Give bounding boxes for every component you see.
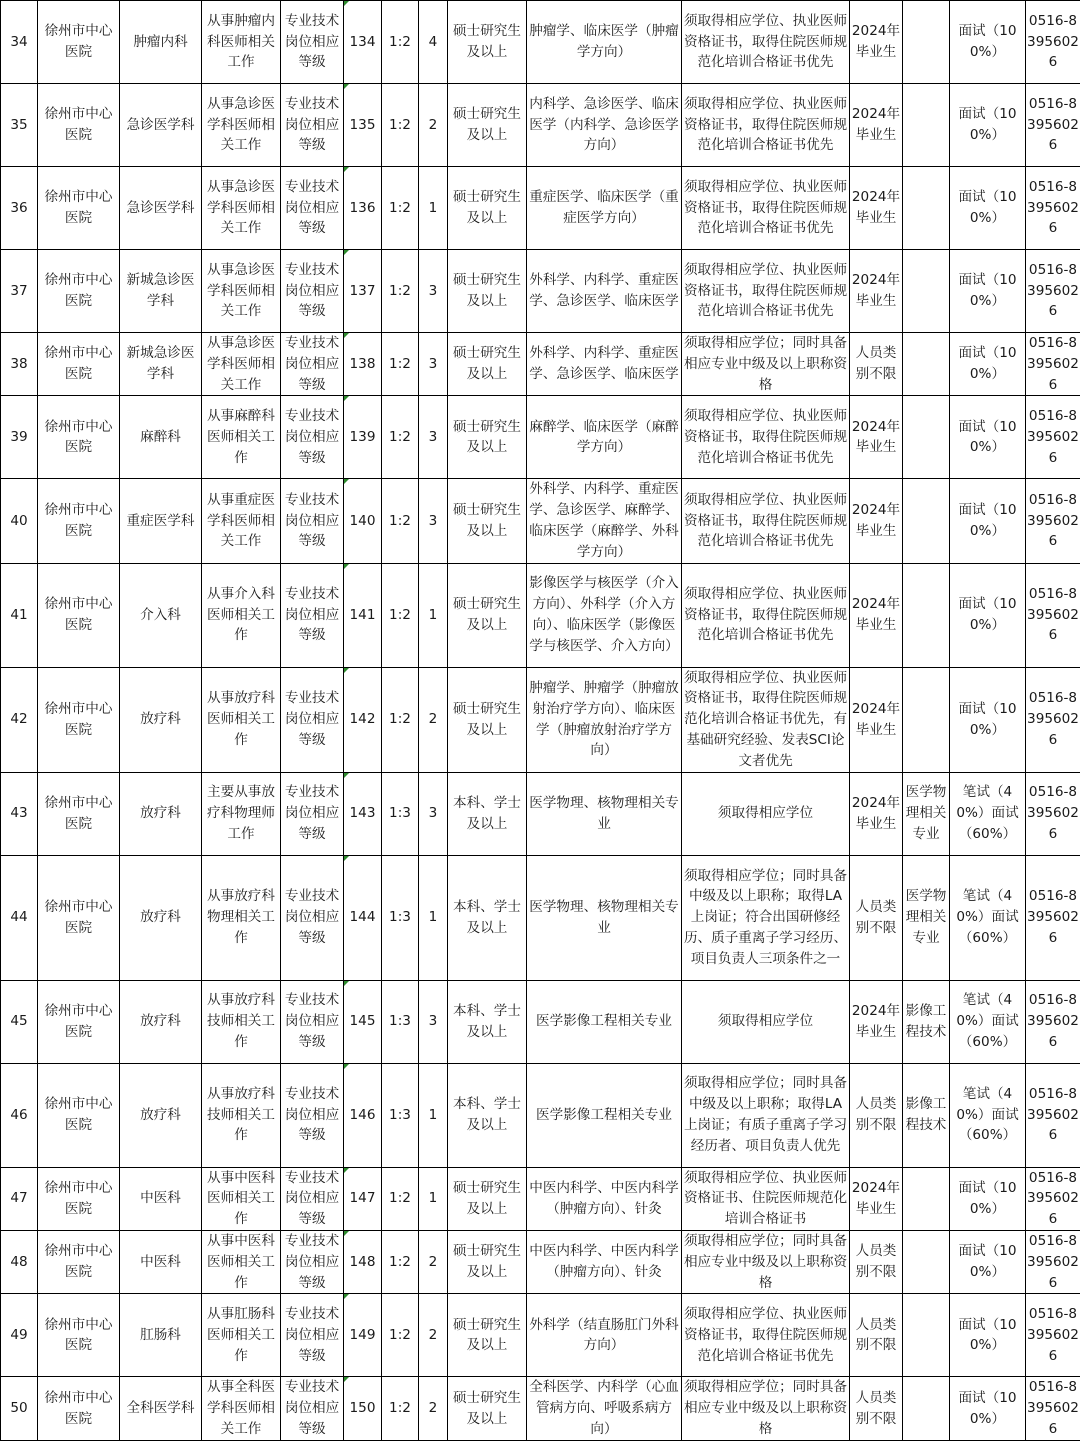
cell-job-description: 从事急诊医学科医师相关工作 (202, 333, 281, 396)
cell-position-code: 148 (344, 1230, 382, 1293)
cell-job-description: 从事放疗科医师相关工作 (202, 667, 281, 772)
cell-target-group: 2024年毕业生 (850, 84, 903, 167)
cell-phone: 0516-83956026 (1026, 563, 1080, 667)
cell-exam-method: 面试（100%） (950, 667, 1026, 772)
cell-exam-method: 笔试（40%）面试（60%） (950, 772, 1026, 855)
cell-phone: 0516-83956026 (1026, 333, 1080, 396)
cell-requirements: 须取得相应学位；同时具备相应专业中级及以上职称资格 (682, 1377, 850, 1440)
cell-department: 放疗科 (120, 772, 202, 855)
cell-target-group: 2024年毕业生 (850, 167, 903, 250)
cell-written-test-subject (903, 84, 950, 167)
cell-written-test-subject (903, 1294, 950, 1377)
cell-hiring-count: 1 (419, 1167, 448, 1230)
table-row (1, 250, 1080, 333)
table-row (1, 667, 1080, 772)
cell-no: 37 (1, 250, 38, 333)
cell-target-group: 2024年毕业生 (850, 980, 903, 1063)
cell-no: 49 (1, 1294, 38, 1377)
cell-exam-ratio: 1:2 (382, 250, 419, 333)
cell-hospital: 徐州市中心医院 (38, 667, 120, 772)
cell-position-level: 专业技术岗位相应等级 (281, 667, 344, 772)
cell-phone: 0516-83956026 (1026, 396, 1080, 479)
cell-exam-method: 面试（100%） (950, 1377, 1026, 1440)
cell-no: 50 (1, 1377, 38, 1440)
cell-department: 中医科 (120, 1230, 202, 1293)
cell-hospital: 徐州市中心医院 (38, 1167, 120, 1230)
cell-no: 47 (1, 1167, 38, 1230)
cell-department: 全科医学科 (120, 1377, 202, 1440)
cell-department: 急诊医学科 (120, 84, 202, 167)
cell-requirements: 须取得相应学位、执业医师资格证书，取得住院医师规范化培训合格证书优先 (682, 479, 850, 563)
cell-exam-method: 面试（100%） (950, 333, 1026, 396)
cell-position-level: 专业技术岗位相应等级 (281, 1063, 344, 1167)
table-row (1, 396, 1080, 479)
cell-position-code: 134 (344, 1, 382, 84)
cell-education: 本科、学士及以上 (448, 772, 527, 855)
cell-position-code: 142 (344, 667, 382, 772)
cell-hospital: 徐州市中心医院 (38, 1063, 120, 1167)
cell-education: 本科、学士及以上 (448, 980, 527, 1063)
cell-position-level: 专业技术岗位相应等级 (281, 1294, 344, 1377)
cell-written-test-subject (903, 250, 950, 333)
cell-education: 硕士研究生及以上 (448, 1230, 527, 1293)
cell-department: 放疗科 (120, 855, 202, 980)
cell-exam-method: 面试（100%） (950, 563, 1026, 667)
cell-phone: 0516-83956026 (1026, 1230, 1080, 1293)
cell-department: 介入科 (120, 563, 202, 667)
cell-requirements: 须取得相应学位、执业医师资格证书，取得住院医师规范化培训合格证书优先 (682, 396, 850, 479)
cell-education: 本科、学士及以上 (448, 855, 527, 980)
cell-position-code: 143 (344, 772, 382, 855)
cell-major: 肿瘤学、肿瘤学（肿瘤放射治疗学方向）、临床医学（肿瘤放射治疗学方向） (527, 667, 682, 772)
cell-major: 内科学、急诊医学、临床医学（内科学、急诊医学方向） (527, 84, 682, 167)
cell-exam-method: 面试（100%） (950, 84, 1026, 167)
table-row (1, 167, 1080, 250)
cell-requirements: 须取得相应学位、执业医师资格证书，取得住院医师规范化培训合格证书优先 (682, 1294, 850, 1377)
cell-major: 医学影像工程相关专业 (527, 980, 682, 1063)
cell-exam-ratio: 1:2 (382, 396, 419, 479)
cell-written-test-subject: 医学物理相关专业 (903, 772, 950, 855)
cell-education: 硕士研究生及以上 (448, 1294, 527, 1377)
table-row (1, 1230, 1080, 1293)
cell-no: 44 (1, 855, 38, 980)
table-row (1, 1377, 1080, 1440)
table-body (1, 1, 1080, 1441)
cell-department: 急诊医学科 (120, 167, 202, 250)
cell-exam-ratio: 1:2 (382, 167, 419, 250)
cell-department: 放疗科 (120, 980, 202, 1063)
cell-major: 重症医学、临床医学（重症医学方向） (527, 167, 682, 250)
cell-job-description: 从事全科医学科医师相关工作 (202, 1377, 281, 1440)
cell-target-group: 人员类别不限 (850, 855, 903, 980)
cell-requirements: 须取得相应学位 (682, 772, 850, 855)
cell-exam-method: 笔试（40%）面试（60%） (950, 855, 1026, 980)
cell-job-description: 从事放疗科技师相关工作 (202, 980, 281, 1063)
cell-target-group: 人员类别不限 (850, 1230, 903, 1293)
cell-position-level: 专业技术岗位相应等级 (281, 250, 344, 333)
cell-major: 医学物理、核物理相关专业 (527, 772, 682, 855)
cell-exam-method: 面试（100%） (950, 167, 1026, 250)
table-row (1, 855, 1080, 980)
cell-education: 硕士研究生及以上 (448, 667, 527, 772)
cell-exam-ratio: 1:2 (382, 333, 419, 396)
cell-hospital: 徐州市中心医院 (38, 855, 120, 980)
cell-exam-method: 面试（100%） (950, 396, 1026, 479)
cell-education: 硕士研究生及以上 (448, 563, 527, 667)
table-row (1, 1167, 1080, 1230)
cell-written-test-subject (903, 1230, 950, 1293)
cell-position-code: 138 (344, 333, 382, 396)
cell-written-test-subject (903, 667, 950, 772)
cell-job-description: 从事重症医学科医师相关工作 (202, 479, 281, 563)
cell-requirements: 须取得相应学位、执业医师资格证书，取得住院医师规范化培训合格证书优先 (682, 84, 850, 167)
cell-phone: 0516-83956026 (1026, 1377, 1080, 1440)
cell-major: 影像医学与核医学（介入方向）、外科学（介入方向）、临床医学（影像医学与核医学、介入方向） (527, 563, 682, 667)
cell-written-test-subject (903, 479, 950, 563)
cell-exam-ratio: 1:2 (382, 84, 419, 167)
cell-hospital: 徐州市中心医院 (38, 333, 120, 396)
table-row (1, 84, 1080, 167)
cell-target-group: 2024年毕业生 (850, 396, 903, 479)
cell-phone: 0516-83956026 (1026, 167, 1080, 250)
cell-written-test-subject (903, 167, 950, 250)
cell-written-test-subject: 医学物理相关专业 (903, 855, 950, 980)
cell-position-level: 专业技术岗位相应等级 (281, 772, 344, 855)
cell-target-group: 人员类别不限 (850, 1294, 903, 1377)
cell-phone: 0516-83956026 (1026, 1, 1080, 84)
cell-phone: 0516-83956026 (1026, 855, 1080, 980)
cell-position-code: 140 (344, 479, 382, 563)
cell-education: 硕士研究生及以上 (448, 84, 527, 167)
cell-job-description: 从事肿瘤内科医师相关工作 (202, 1, 281, 84)
cell-job-description: 从事肛肠科医师相关工作 (202, 1294, 281, 1377)
cell-hiring-count: 1 (419, 563, 448, 667)
cell-exam-method: 面试（100%） (950, 250, 1026, 333)
cell-hospital: 徐州市中心医院 (38, 479, 120, 563)
cell-phone: 0516-83956026 (1026, 84, 1080, 167)
table-row (1, 980, 1080, 1063)
cell-no: 43 (1, 772, 38, 855)
cell-department: 放疗科 (120, 667, 202, 772)
cell-hiring-count: 4 (419, 1, 448, 84)
cell-exam-ratio: 1:2 (382, 1, 419, 84)
cell-target-group: 2024年毕业生 (850, 1, 903, 84)
cell-written-test-subject (903, 396, 950, 479)
cell-hospital: 徐州市中心医院 (38, 1294, 120, 1377)
cell-major: 中医内科学、中医内科学（肿瘤方向）、针灸 (527, 1167, 682, 1230)
cell-department: 新城急诊医学科 (120, 333, 202, 396)
cell-position-code: 145 (344, 980, 382, 1063)
cell-position-code: 136 (344, 167, 382, 250)
cell-requirements: 须取得相应学位；同时具备中级及以上职称；取得LA上岗证；有质子重离子学习经历者、项目负责人优先 (682, 1063, 850, 1167)
cell-requirements: 须取得相应学位；同时具备中级及以上职称；取得LA上岗证；符合出国研修经历、质子重离子学习经历、项目负责人三项条件之一 (682, 855, 850, 980)
cell-education: 硕士研究生及以上 (448, 333, 527, 396)
cell-no: 41 (1, 563, 38, 667)
cell-education: 硕士研究生及以上 (448, 396, 527, 479)
cell-no: 36 (1, 167, 38, 250)
cell-position-level: 专业技术岗位相应等级 (281, 855, 344, 980)
cell-hospital: 徐州市中心医院 (38, 167, 120, 250)
cell-major: 医学影像工程相关专业 (527, 1063, 682, 1167)
cell-department: 重症医学科 (120, 479, 202, 563)
cell-hiring-count: 1 (419, 855, 448, 980)
cell-position-level: 专业技术岗位相应等级 (281, 396, 344, 479)
cell-department: 新城急诊医学科 (120, 250, 202, 333)
cell-job-description: 从事麻醉科医师相关工作 (202, 396, 281, 479)
table-row (1, 1294, 1080, 1377)
cell-exam-method: 面试（100%） (950, 1, 1026, 84)
cell-education: 硕士研究生及以上 (448, 1377, 527, 1440)
cell-exam-ratio: 1:2 (382, 1230, 419, 1293)
cell-position-code: 137 (344, 250, 382, 333)
cell-job-description: 从事中医科医师相关工作 (202, 1167, 281, 1230)
cell-position-level: 专业技术岗位相应等级 (281, 333, 344, 396)
cell-written-test-subject (903, 1377, 950, 1440)
cell-no: 46 (1, 1063, 38, 1167)
cell-requirements: 须取得相应学位；同时具备相应专业中级及以上职称资格 (682, 1230, 850, 1293)
cell-no: 42 (1, 667, 38, 772)
cell-major: 外科学（结直肠肛门外科方向） (527, 1294, 682, 1377)
cell-hospital: 徐州市中心医院 (38, 1, 120, 84)
cell-requirements: 须取得相应学位；同时具备相应专业中级及以上职称资格 (682, 333, 850, 396)
cell-education: 硕士研究生及以上 (448, 167, 527, 250)
cell-education: 硕士研究生及以上 (448, 250, 527, 333)
cell-position-level: 专业技术岗位相应等级 (281, 84, 344, 167)
cell-hiring-count: 3 (419, 772, 448, 855)
table-row (1, 1, 1080, 84)
cell-position-level: 专业技术岗位相应等级 (281, 1230, 344, 1293)
cell-written-test-subject (903, 563, 950, 667)
cell-education: 硕士研究生及以上 (448, 479, 527, 563)
cell-education: 硕士研究生及以上 (448, 1167, 527, 1230)
cell-major: 医学物理、核物理相关专业 (527, 855, 682, 980)
cell-written-test-subject (903, 1167, 950, 1230)
cell-exam-ratio: 1:3 (382, 1063, 419, 1167)
cell-department: 麻醉科 (120, 396, 202, 479)
cell-target-group: 2024年毕业生 (850, 1167, 903, 1230)
table-row (1, 333, 1080, 396)
cell-no: 48 (1, 1230, 38, 1293)
cell-phone: 0516-83956026 (1026, 980, 1080, 1063)
cell-hospital: 徐州市中心医院 (38, 772, 120, 855)
cell-major: 麻醉学、临床医学（麻醉学方向） (527, 396, 682, 479)
cell-major: 外科学、内科学、重症医学、急诊医学、临床医学 (527, 333, 682, 396)
cell-major: 外科学、内科学、重症医学、急诊医学、麻醉学、临床医学（麻醉学、外科学方向） (527, 479, 682, 563)
cell-hiring-count: 1 (419, 167, 448, 250)
cell-education: 硕士研究生及以上 (448, 1, 527, 84)
cell-requirements: 须取得相应学位、执业医师资格证书、住院医师规范化培训合格证书 (682, 1167, 850, 1230)
cell-phone: 0516-83956026 (1026, 479, 1080, 563)
cell-hiring-count: 2 (419, 1294, 448, 1377)
cell-target-group: 人员类别不限 (850, 1063, 903, 1167)
cell-job-description: 从事中医科医师相关工作 (202, 1230, 281, 1293)
cell-education: 本科、学士及以上 (448, 1063, 527, 1167)
cell-major: 中医内科学、中医内科学（肿瘤方向）、针灸 (527, 1230, 682, 1293)
cell-job-description: 从事急诊医学科医师相关工作 (202, 250, 281, 333)
cell-written-test-subject: 影像工程技术 (903, 1063, 950, 1167)
cell-hiring-count: 3 (419, 396, 448, 479)
cell-job-description: 主要从事放疗科物理师工作 (202, 772, 281, 855)
cell-position-code: 141 (344, 563, 382, 667)
cell-position-code: 139 (344, 396, 382, 479)
cell-position-level: 专业技术岗位相应等级 (281, 563, 344, 667)
cell-requirements: 须取得相应学位、执业医师资格证书，取得住院医师规范化培训合格证书优先 (682, 563, 850, 667)
cell-no: 40 (1, 479, 38, 563)
cell-exam-ratio: 1:2 (382, 1294, 419, 1377)
cell-exam-method: 笔试（40%）面试（60%） (950, 980, 1026, 1063)
cell-major: 全科医学、内科学（心血管病方向、呼吸系病方向） (527, 1377, 682, 1440)
cell-written-test-subject (903, 1, 950, 84)
cell-requirements: 须取得相应学位 (682, 980, 850, 1063)
cell-hiring-count: 1 (419, 1063, 448, 1167)
cell-position-level: 专业技术岗位相应等级 (281, 1167, 344, 1230)
cell-phone: 0516-83956026 (1026, 1167, 1080, 1230)
cell-position-code: 149 (344, 1294, 382, 1377)
table-row (1, 479, 1080, 563)
cell-phone: 0516-83956026 (1026, 1294, 1080, 1377)
cell-hiring-count: 3 (419, 250, 448, 333)
cell-exam-method: 面试（100%） (950, 479, 1026, 563)
cell-position-level: 专业技术岗位相应等级 (281, 1, 344, 84)
cell-phone: 0516-83956026 (1026, 1063, 1080, 1167)
cell-target-group: 2024年毕业生 (850, 772, 903, 855)
cell-written-test-subject (903, 333, 950, 396)
cell-no: 45 (1, 980, 38, 1063)
cell-hiring-count: 3 (419, 980, 448, 1063)
cell-phone: 0516-83956026 (1026, 772, 1080, 855)
cell-exam-ratio: 1:3 (382, 855, 419, 980)
table-row (1, 1063, 1080, 1167)
cell-hiring-count: 3 (419, 479, 448, 563)
cell-hospital: 徐州市中心医院 (38, 84, 120, 167)
cell-job-description: 从事介入科医师相关工作 (202, 563, 281, 667)
cell-position-code: 147 (344, 1167, 382, 1230)
cell-department: 肛肠科 (120, 1294, 202, 1377)
cell-target-group: 人员类别不限 (850, 1377, 903, 1440)
table-row (1, 563, 1080, 667)
cell-exam-method: 面试（100%） (950, 1294, 1026, 1377)
cell-job-description: 从事放疗科技师相关工作 (202, 1063, 281, 1167)
cell-exam-ratio: 1:3 (382, 772, 419, 855)
cell-department: 肿瘤内科 (120, 1, 202, 84)
cell-hospital: 徐州市中心医院 (38, 980, 120, 1063)
cell-hiring-count: 2 (419, 667, 448, 772)
cell-department: 放疗科 (120, 1063, 202, 1167)
cell-major: 外科学、内科学、重症医学、急诊医学、临床医学 (527, 250, 682, 333)
cell-hospital: 徐州市中心医院 (38, 563, 120, 667)
cell-exam-ratio: 1:2 (382, 479, 419, 563)
cell-no: 38 (1, 333, 38, 396)
cell-hiring-count: 3 (419, 333, 448, 396)
cell-requirements: 须取得相应学位、执业医师资格证书，取得住院医师规范化培训合格证书优先 (682, 250, 850, 333)
cell-major: 肿瘤学、临床医学（肿瘤学方向） (527, 1, 682, 84)
cell-job-description: 从事放疗科物理相关工作 (202, 855, 281, 980)
cell-phone: 0516-83956026 (1026, 667, 1080, 772)
cell-position-level: 专业技术岗位相应等级 (281, 980, 344, 1063)
cell-exam-method: 笔试（40%）面试（60%） (950, 1063, 1026, 1167)
cell-hospital: 徐州市中心医院 (38, 1230, 120, 1293)
cell-target-group: 人员类别不限 (850, 333, 903, 396)
cell-written-test-subject: 影像工程技术 (903, 980, 950, 1063)
cell-exam-ratio: 1:2 (382, 1167, 419, 1230)
cell-hospital: 徐州市中心医院 (38, 250, 120, 333)
cell-exam-ratio: 1:2 (382, 1377, 419, 1440)
cell-exam-ratio: 1:2 (382, 667, 419, 772)
cell-hospital: 徐州市中心医院 (38, 1377, 120, 1440)
cell-phone: 0516-83956026 (1026, 250, 1080, 333)
cell-exam-method: 面试（100%） (950, 1167, 1026, 1230)
cell-requirements: 须取得相应学位、执业医师资格证书，取得住院医师规范化培训合格证书优先 (682, 1, 850, 84)
cell-position-level: 专业技术岗位相应等级 (281, 167, 344, 250)
cell-position-level: 专业技术岗位相应等级 (281, 479, 344, 563)
cell-position-code: 150 (344, 1377, 382, 1440)
cell-exam-ratio: 1:2 (382, 563, 419, 667)
cell-no: 34 (1, 1, 38, 84)
cell-position-code: 144 (344, 855, 382, 980)
cell-target-group: 2024年毕业生 (850, 250, 903, 333)
cell-target-group: 2024年毕业生 (850, 479, 903, 563)
cell-requirements: 须取得相应学位、执业医师资格证书，取得住院医师规范化培训合格证书优先，有基础研究经验、发表SCI论文者优先 (682, 667, 850, 772)
cell-position-code: 146 (344, 1063, 382, 1167)
cell-hospital: 徐州市中心医院 (38, 396, 120, 479)
cell-hiring-count: 2 (419, 1230, 448, 1293)
cell-no: 35 (1, 84, 38, 167)
cell-job-description: 从事急诊医学科医师相关工作 (202, 167, 281, 250)
cell-exam-ratio: 1:3 (382, 980, 419, 1063)
table-row (1, 772, 1080, 855)
cell-target-group: 2024年毕业生 (850, 563, 903, 667)
cell-position-level: 专业技术岗位相应等级 (281, 1377, 344, 1440)
cell-position-code: 135 (344, 84, 382, 167)
cell-no: 39 (1, 396, 38, 479)
cell-exam-method: 面试（100%） (950, 1230, 1026, 1293)
cell-requirements: 须取得相应学位、执业医师资格证书，取得住院医师规范化培训合格证书优先 (682, 167, 850, 250)
cell-department: 中医科 (120, 1167, 202, 1230)
cell-hiring-count: 2 (419, 84, 448, 167)
cell-target-group: 2024年毕业生 (850, 667, 903, 772)
cell-job-description: 从事急诊医学科医师相关工作 (202, 84, 281, 167)
cell-hiring-count: 2 (419, 1377, 448, 1440)
